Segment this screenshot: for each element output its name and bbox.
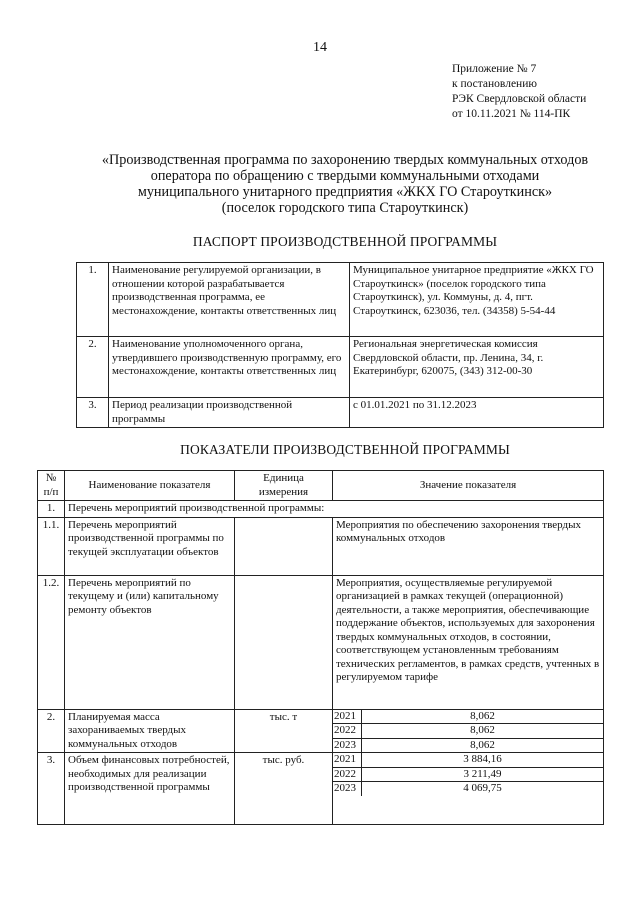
section-title: Перечень мероприятий производственной программы: — [65, 501, 604, 518]
page-number: 14 — [313, 40, 327, 55]
row-number: 1. — [77, 263, 109, 337]
year: 2023 — [333, 738, 362, 752]
year: 2021 — [333, 753, 362, 767]
appendix-note — [452, 62, 586, 122]
year-value: 4 069,75 — [463, 782, 502, 794]
year-row — [333, 767, 603, 782]
indicator-years — [333, 709, 604, 753]
table-row — [77, 398, 604, 428]
indicator-value: Мероприятия, осуществляемые регулируемой организацией в рамках текущей (операционной) деятельности, а также мероприятия, обеспечивающие поддержание объектов, используемых для захоронения твердых коммунальных отходов, в состоянии, соответствующем установленным требованиям технических регламентов, в рамках средств, учтенных в регулируемом тарифе — [333, 575, 604, 709]
row-number: 3. — [38, 753, 65, 825]
indicators-heading: ПОКАЗАТЕЛИ ПРОИЗВОДСТВЕННОЙ ПРОГРАММЫ — [180, 442, 510, 457]
year-value: 3 884,16 — [362, 753, 604, 767]
passport-table — [76, 262, 604, 428]
indicators-table — [37, 470, 604, 825]
indicator-name: Перечень мероприятий по текущему и (или) капитальному ремонту объектов — [65, 575, 235, 709]
indicator-years — [333, 753, 604, 825]
year-row — [333, 782, 603, 796]
appendix-line: Приложение № 7 — [452, 63, 537, 75]
table-row — [38, 517, 604, 575]
indicator-unit: тыс. т — [235, 709, 333, 753]
table-row — [38, 575, 604, 709]
passport-heading: ПАСПОРТ ПРОИЗВОДСТВЕННОЙ ПРОГРАММЫ — [192, 234, 498, 249]
row-number: 2. — [77, 337, 109, 398]
appendix-line: РЭК Свердловской области — [452, 93, 587, 105]
title-line: муниципального унитарного предприятия «ЖКХ ГО Староуткинск» — [137, 184, 553, 200]
title-line: «Производственная программа по захоронению твердых коммунальных отходов — [101, 152, 589, 168]
year-row — [333, 753, 603, 767]
header-value: Значение показателя — [333, 471, 604, 501]
indicator-name: Планируемая масса захораниваемых твердых коммунальных отходов — [65, 709, 235, 753]
row-number: 2. — [38, 709, 65, 753]
year-values — [333, 753, 603, 796]
row-value: с 01.01.2021 по 31.12.2023 — [350, 398, 604, 428]
row-label: Наименование уполномоченного органа, утвердившего производственную программу, его местонахождение, контакты ответственных лиц — [109, 337, 350, 398]
indicator-unit — [235, 517, 333, 575]
year-values — [333, 710, 603, 753]
indicator-name: Перечень мероприятий производственной программы по текущей эксплуатации объектов — [65, 517, 235, 575]
row-number: 1.1. — [38, 517, 65, 575]
year-row — [333, 738, 603, 752]
year-value: 8,062 — [362, 710, 604, 724]
row-value: Региональная энергетическая комиссия Свердловской области, пр. Ленина, 34, г. Екатеринбург, 620075, (343) 312-00-30 — [350, 337, 604, 398]
year: 2021 — [333, 710, 362, 724]
indicator-value: Мероприятия по обеспечению захоронения твердых коммунальных отходов — [333, 517, 604, 575]
table-row — [38, 501, 604, 518]
table-row — [38, 709, 604, 753]
year-row — [333, 710, 603, 724]
year-row — [333, 724, 603, 739]
table-row — [38, 753, 604, 825]
table-row — [77, 337, 604, 398]
year: 2023 — [333, 782, 362, 796]
appendix-line: к постановлению — [452, 78, 537, 90]
table-header-row — [38, 471, 604, 501]
year-value: 8,062 — [362, 724, 604, 739]
year: 2022 — [333, 767, 362, 782]
table-row — [77, 263, 604, 337]
row-label: Период реализации производственной программы — [109, 398, 350, 428]
indicator-name: Объем финансовых потребностей, необходимых для реализации производственной программы — [65, 753, 235, 825]
row-value: Муниципальное унитарное предприятие «ЖКХ ГО Староуткинск» (поселок городского типа Староуткинск), ул. Коммуны, д. 4, пгт. Староуткинск, 623036, тел. (34358) 5-54-44 — [350, 263, 604, 337]
indicator-unit: тыс. руб. — [235, 753, 333, 825]
row-number: 1. — [38, 501, 65, 518]
row-number: 1.2. — [38, 575, 65, 709]
row-label: Наименование регулируемой организации, в отношении которой разрабатывается производственная программа, ее местонахождение, контакты ответственных лиц — [109, 263, 350, 337]
indicator-unit — [235, 575, 333, 709]
title-line: оператора по обращению с твердыми коммунальными отходами — [150, 168, 540, 184]
title-line: (поселок городского типа Староуткинск) — [221, 200, 469, 216]
header-num: № п/п — [38, 471, 65, 501]
year-value: 8,062 — [470, 738, 495, 751]
year-value: 3 211,49 — [362, 767, 604, 782]
row-number: 3. — [77, 398, 109, 428]
document-title — [60, 152, 630, 216]
header-unit: Единица измерения — [235, 471, 333, 501]
year: 2022 — [333, 724, 362, 739]
appendix-line: от 10.11.2021 № 114-ПК — [452, 108, 571, 120]
header-name: Наименование показателя — [65, 471, 235, 501]
